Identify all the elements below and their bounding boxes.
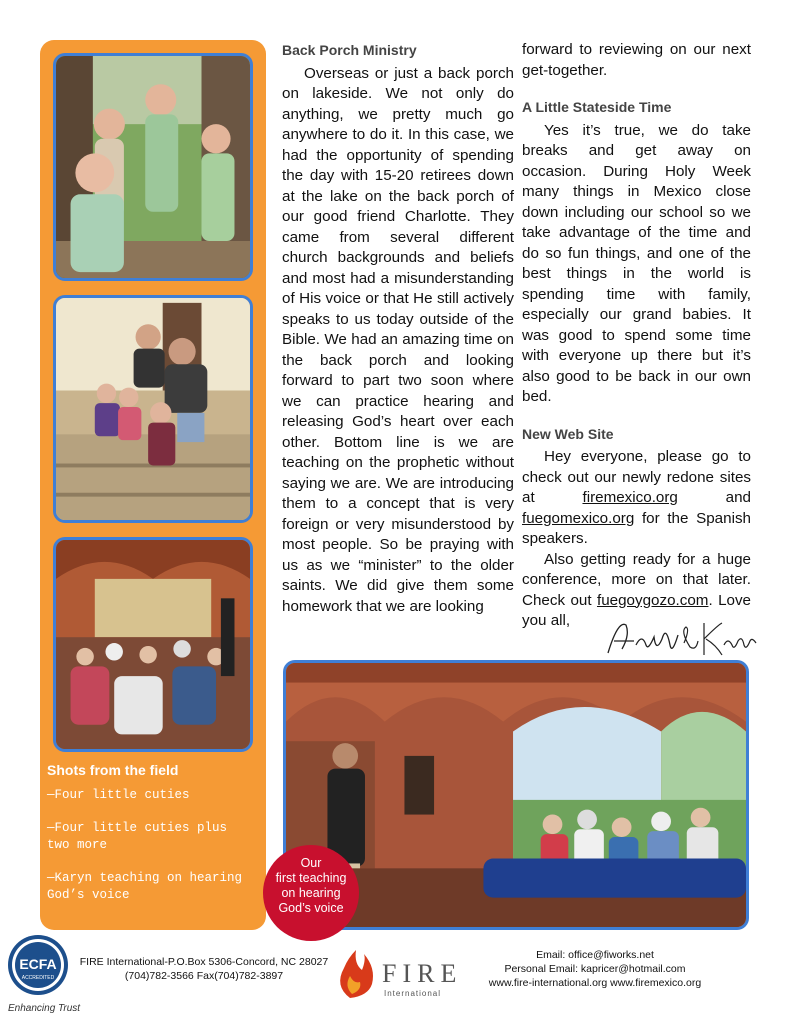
- back-porch-paragraph: Overseas or just a back porch on lakeside. We not only do anything, we pretty much go anywhere to do it. In this case, we had the opportunity of spending the day with 15-20 retirees down at the lake on the back porch of our good friend Charlotte. They came from several different church backgrounds and beliefs and most had a misunderstanding of His voice or that He still actively speaks to us today outside of the Bible. We had an amazing time on the back porch and looking forward to part two soon where we can practice hearing and releasing God’s heart over each other. Bottom line is we are teaching on the prophetic without saying we are. We are introducing them to a concept that is very foreign or very misunderstood by most people. So be praying with us as we “minister” to the older saints. We did give them some homework that we are looking: [282, 64, 514, 615]
- address-line-2: (704)782-3566 Fax(704)782-3897: [124, 970, 284, 982]
- badge-line-4: God’s voice: [278, 901, 344, 915]
- ecfa-seal-subtext: ACCREDITED: [21, 975, 55, 981]
- stateside-paragraph: Yes it’s true, we do take breaks and get away on occasion. During Holy Week many things in Mexico close down including our school so we take advantage of the time and do so fun things, and one of the best things in the world is spending time with family, especially our grand babies. It was good to spend some time with everyone up there but it’s also good to be back in our own bed.: [522, 121, 751, 405]
- web-site-text-b: and: [677, 489, 752, 506]
- footer-contact: [470, 948, 720, 990]
- photo-four-little-cuties: [53, 53, 253, 281]
- firemexico-link[interactable]: firemexico.org: [582, 489, 678, 506]
- badge-line-3: on hearing: [281, 886, 341, 900]
- badge-line-1: Our: [300, 856, 322, 870]
- fire-logo-sub: International: [384, 989, 442, 998]
- sidebar-caption-2: —Four little cuties plus two more: [47, 821, 228, 852]
- sidebar-caption-title: Shots from the field: [47, 762, 179, 778]
- photo-cuties-plus-two: [53, 295, 253, 523]
- fire-logo-icon: [332, 946, 462, 1002]
- conference-text-a: Also getting ready for a huge conference, more on that later. Check out: [522, 550, 751, 609]
- sidebar-caption-3: —Karyn teaching on hearing God’s voice: [47, 871, 243, 902]
- address-line-1: FIRE International-P.O.Box 5306-Concord, NC 28027: [79, 956, 329, 968]
- contact-email[interactable]: Email: office@fiworks.net: [536, 949, 654, 961]
- fire-logo-word: FIRE: [382, 959, 462, 988]
- web-site-text-a: Hey everyone, please go to check out our newly redone sites at: [522, 448, 751, 506]
- article-column-1: [282, 40, 514, 617]
- web-site-paragraph: [522, 447, 751, 550]
- article-column-2: [522, 40, 751, 632]
- signature-image: [600, 615, 760, 663]
- ecfa-seal-text: ECFA: [19, 956, 57, 972]
- contact-personal-email[interactable]: Personal Email: kapricer@hotmail.com: [504, 963, 686, 975]
- caption-badge: [263, 845, 359, 941]
- web-site-text-c: for the Spanish speakers.: [522, 509, 751, 547]
- heading-stateside-time: A Little Stateside Time: [522, 99, 672, 115]
- badge-line-2: first teaching: [275, 871, 347, 885]
- sidebar-caption-1: —Four little cuties: [47, 788, 190, 802]
- contact-websites[interactable]: www.fire-international.org www.firemexico.org: [488, 977, 702, 989]
- continuation-paragraph: forward to reviewing on our next get-together.: [522, 41, 751, 79]
- fuegoygozo-link[interactable]: fuegoygozo.com: [596, 591, 709, 609]
- heading-new-web-site: New Web Site: [522, 425, 614, 442]
- fuegomexico-link[interactable]: fuegomexico.org: [522, 509, 635, 527]
- ecfa-tagline: Enhancing Trust: [8, 1003, 81, 1014]
- ecfa-seal-icon: [7, 934, 69, 996]
- footer-address: [76, 955, 332, 983]
- photo-karyn-teaching: [53, 537, 253, 752]
- conference-text-b: . Love you all,: [522, 591, 751, 629]
- heading-back-porch-ministry: Back Porch Ministry: [282, 42, 417, 58]
